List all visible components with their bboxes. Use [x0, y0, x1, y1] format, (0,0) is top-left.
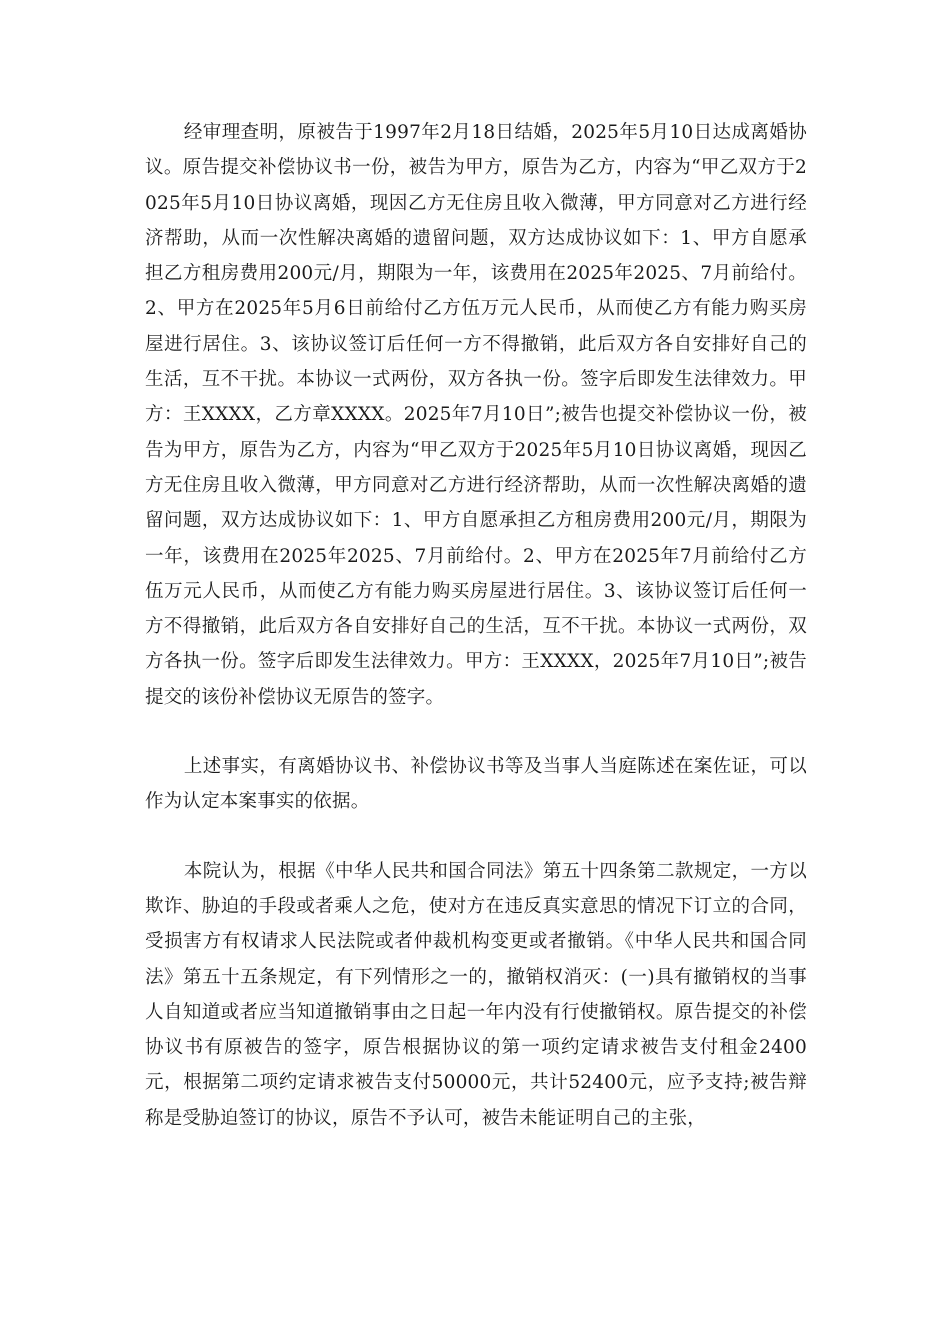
document-body — [145, 115, 807, 1136]
paragraph-spacer — [145, 715, 807, 749]
paragraph-spacer — [145, 820, 807, 854]
paragraph-court-opinion: 本院认为，根据《中华人民共和国合同法》第五十四条第二款规定，一方以欺诈、胁迫的手段或者乘人之危，使对方在违反真实意思的情况下订立的合同，受损害方有权请求人民法院或者仲裁机构变更或者撤销。《中华人民共和国合同法》第五十五条规定，有下列情形之一的，撤销权消灭：(一)具有撤销权的当事人自知道或者应当知道撤销事由之日起一年内没有行使撤销权。原告提交的补偿协议书有原被告的签字，原告根据协议的第一项约定请求被告支付租金2400元，根据第二项约定请求被告支付50000元，共计52400元，应予支持;被告辩称是受胁迫签订的协议，原告不予认可，被告未能证明自己的主张， — [145, 860, 807, 1129]
paragraph-evidence: 上述事实，有离婚协议书、补偿协议书等及当事人当庭陈述在案佐证，可以作为认定本案事实的依据。 — [145, 756, 807, 813]
paragraph-findings-of-fact: 经审理查明，原被告于1997年2月18日结婚，2025年5月10日达成离婚协议。原告提交补偿协议书一份，被告为甲方，原告为乙方，内容为“甲乙双方于2025年5月10日协议离婚，现因乙方无住房且收入微薄，甲方同意对乙方进行经济帮助，从而一次性解决离婚的遗留问题，双方达成协议如下：1、甲方自愿承担乙方租房费用200元/月，期限为一年，该费用在2025年2025、7月前给付。2、甲方在2025年5月6日前给付乙方伍万元人民币，从而使乙方有能力购买房屋进行居住。3、该协议签订后任何一方不得撤销，此后双方各自安排好自己的生活，互不干扰。本协议一式两份，双方各执一份。签字后即发生法律效力。甲方：王XXXX，乙方章XXXX。2025年7月10日”;被告也提交补偿协议一份，被告为甲方，原告为乙方，内容为“甲乙双方于2025年5月10日协议离婚，现因乙方无住房且收入微薄，甲方同意对乙方进行经济帮助，从而一次性解决离婚的遗留问题，双方达成协议如下：1、甲方自愿承担乙方租房费用200元/月，期限为一年，该费用在2025年2025、7月前给付。2、甲方在2025年7月前给付乙方伍万元人民币，从而使乙方有能力购买房屋进行居住。3、该协议签订后任何一方不得撤销，此后双方各自安排好自己的生活，互不干扰。本协议一式两份，双方各执一份。签字后即发生法律效力。甲方：王XXXX，2025年7月10日”;被告提交的该份补偿协议无原告的签字。 — [145, 122, 807, 708]
